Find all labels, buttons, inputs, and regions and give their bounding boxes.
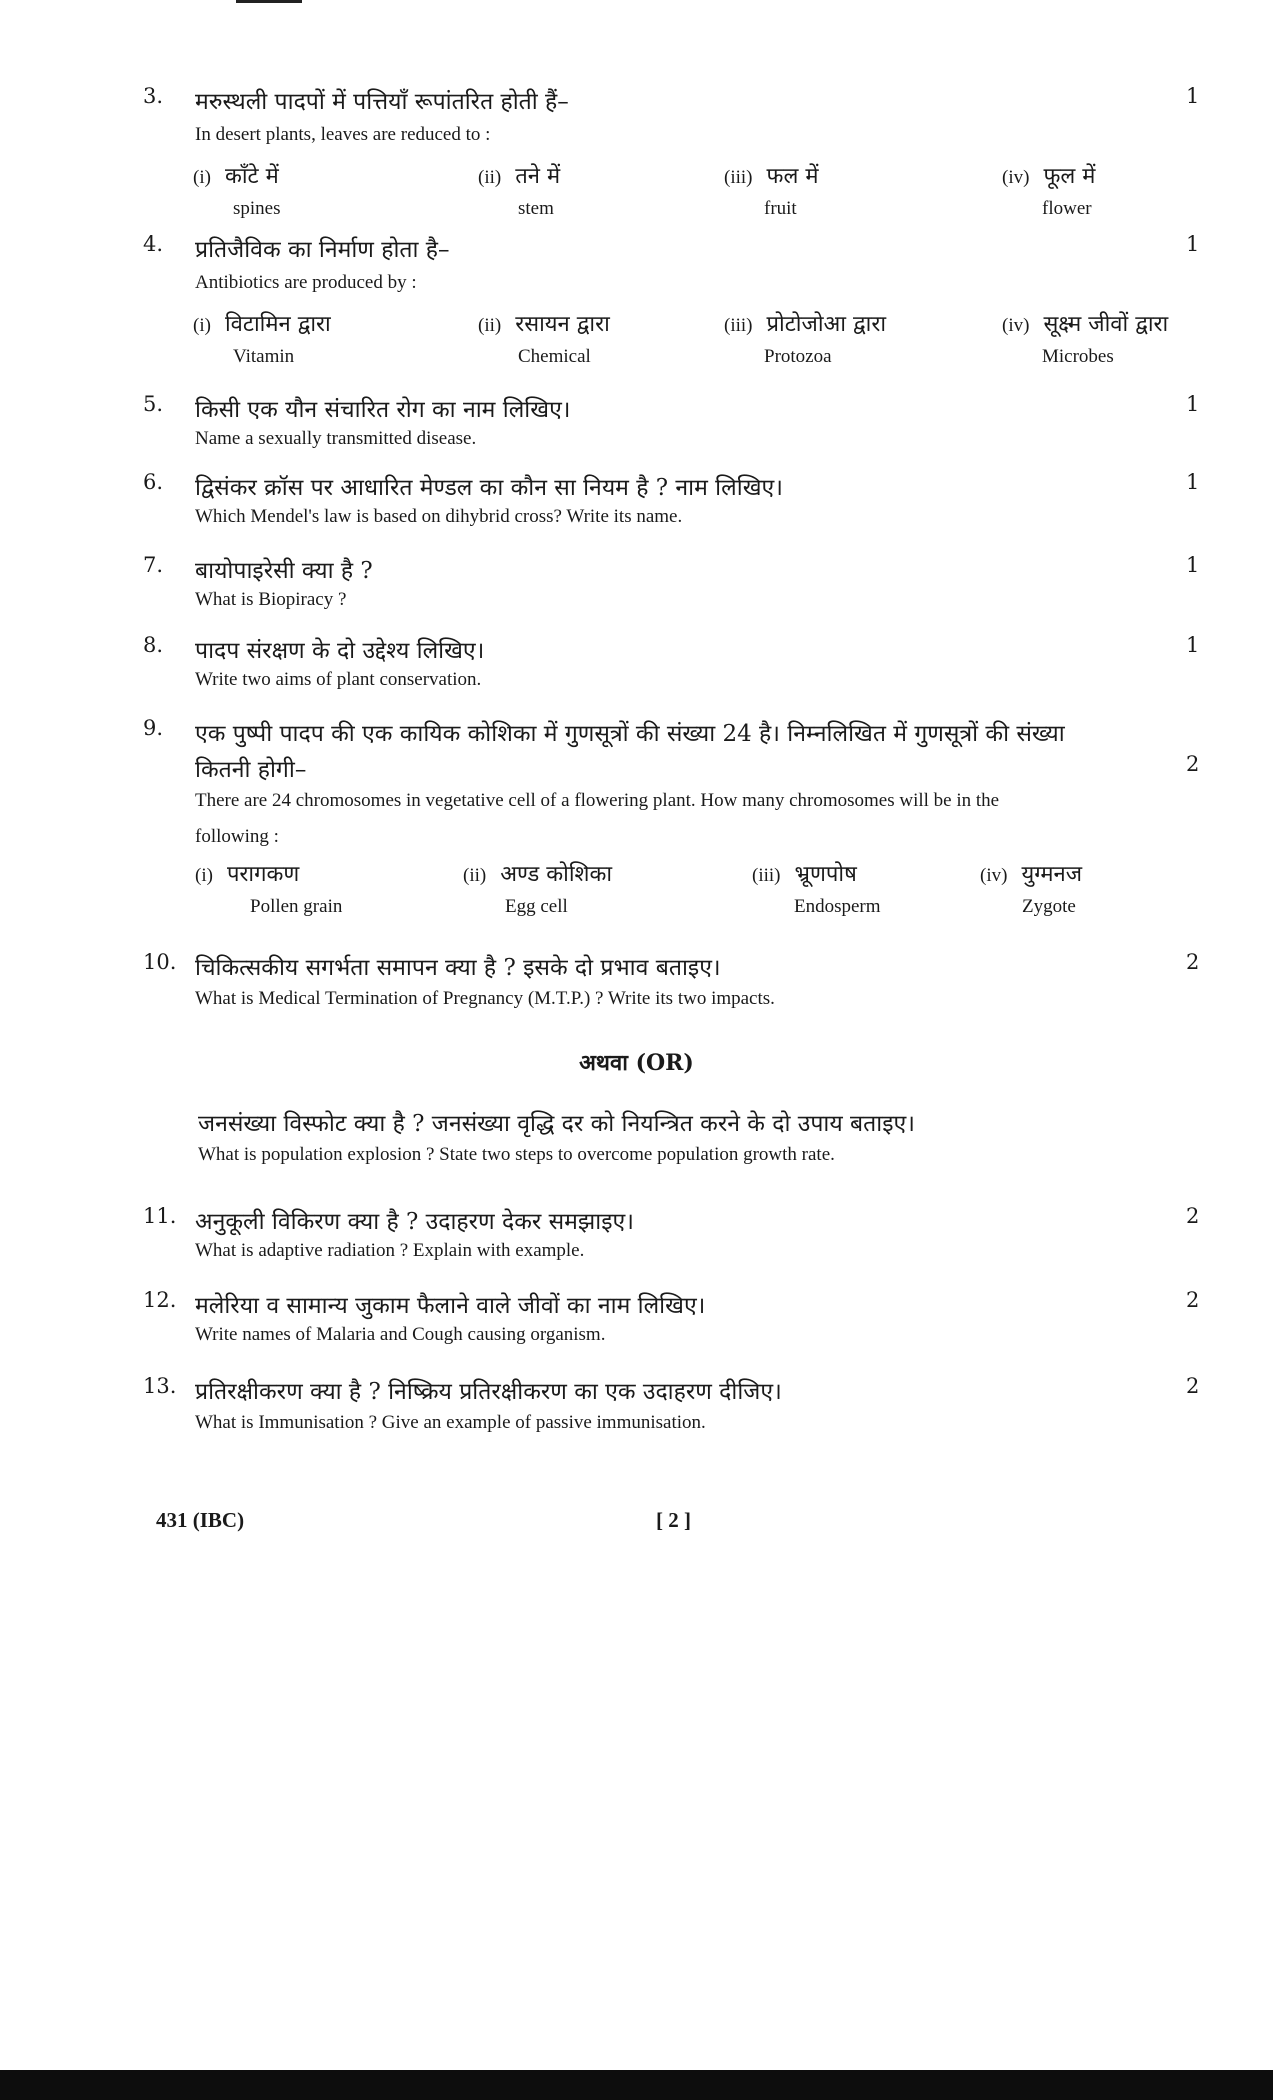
question-text-english: Which Mendel's law is based on dihybrid cross? Write its name.: [195, 506, 683, 527]
question-marks: 1: [1186, 392, 1200, 416]
question-number: 8.: [143, 633, 164, 657]
question-text-english: Write two aims of plant conservation.: [195, 669, 482, 690]
question-text-hindi: प्रतिजैविक का निर्माण होता है–: [195, 237, 450, 263]
scan-bottom-edge: [0, 2070, 1273, 2100]
question-text-english: Write names of Malaria and Cough causing organism.: [195, 1324, 606, 1345]
option-iv: (iv) युग्मनज Zygote: [980, 862, 1083, 917]
question-text-hindi: एक पुष्पी पादप की एक कायिक कोशिका में गुणसूत्रों की संख्या 24 है। निम्नलिखित में गुणसूत्रों की संख्या: [195, 721, 1065, 747]
question-text-english: What is population explosion ? State two steps to overcome population growth rate.: [198, 1144, 835, 1165]
question-number: 4.: [143, 232, 164, 256]
question-text-hindi: प्रतिरक्षीकरण क्या है ? निष्क्रिय प्रतिरक्षीकरण का एक उदाहरण दीजिए।: [195, 1379, 782, 1405]
question-text-hindi: बायोपाइरेसी क्या है ?: [195, 558, 373, 584]
option-iv: (iv) फूल में flower: [1002, 164, 1096, 219]
option-i: (i) परागकण Pollen grain: [195, 862, 343, 917]
option-i: (i) विटामिन द्वारा Vitamin: [193, 312, 331, 367]
option-iii: (iii) फल में fruit: [724, 164, 819, 219]
option-iii: (iii) भ्रूणपोष Endosperm: [752, 862, 881, 917]
question-text-english: In desert plants, leaves are reduced to :: [195, 124, 491, 145]
question-text-hindi-line2: कितनी होगी–: [195, 757, 307, 783]
question-text-hindi: जनसंख्या विस्फोट क्या है ? जनसंख्या वृद्धि दर को नियन्त्रित करने के दो उपाय बताइए।: [198, 1111, 915, 1137]
option-ii: (ii) रसायन द्वारा Chemical: [478, 312, 610, 367]
question-number: 3.: [143, 84, 164, 108]
question-text-hindi: अनुकूली विकिरण क्या है ? उदाहरण देकर समझाइए।: [195, 1209, 634, 1235]
question-marks: 2: [1186, 1204, 1200, 1228]
option-iv: (iv) सूक्ष्म जीवों द्वारा Microbes: [1002, 312, 1169, 367]
option-iii: (iii) प्रोटोजोआ द्वारा Protozoa: [724, 312, 887, 367]
question-text-english: What is Medical Termination of Pregnancy (M.T.P.) ? Write its two impacts.: [195, 988, 775, 1009]
question-number: 7.: [143, 553, 164, 577]
question-text-english: What is Immunisation ? Give an example of passive immunisation.: [195, 1412, 706, 1433]
question-text-hindi: पादप संरक्षण के दो उद्देश्य लिखिए।: [195, 638, 485, 664]
question-text-hindi: मरुस्थली पादपों में पत्तियाँ रूपांतरित होती हैं–: [195, 89, 569, 115]
question-number: 10.: [143, 950, 177, 974]
paper-code: 431 (IBC): [156, 1508, 245, 1532]
option-ii: (ii) तने में stem: [478, 164, 561, 219]
question-text-english: Antibiotics are produced by :: [195, 272, 417, 293]
or-heading: अथवा (OR): [579, 1050, 694, 1076]
question-number: 5.: [143, 392, 164, 416]
question-number: 6.: [143, 470, 164, 494]
question-text-english-line2: following :: [195, 826, 279, 847]
top-rule: [236, 0, 302, 3]
page-number: [ 2 ]: [656, 1508, 691, 1532]
question-number: 12.: [143, 1288, 177, 1312]
question-marks: 2: [1186, 1374, 1200, 1398]
question-number: 9.: [143, 716, 164, 740]
question-marks: 2: [1186, 950, 1200, 974]
question-number: 11.: [143, 1204, 177, 1228]
question-text-english: What is Biopiracy ?: [195, 589, 347, 610]
question-marks: 1: [1186, 232, 1200, 256]
question-marks: 1: [1186, 84, 1200, 108]
question-text-english: What is adaptive radiation ? Explain with example.: [195, 1240, 585, 1261]
question-text-hindi: द्विसंकर क्रॉस पर आधारित मेण्डल का कौन सा नियम है ? नाम लिखिए।: [195, 475, 783, 501]
option-ii: (ii) अण्ड कोशिका Egg cell: [463, 862, 613, 917]
question-text-hindi: चिकित्सकीय सगर्भता समापन क्या है ? इसके दो प्रभाव बताइए।: [195, 955, 721, 981]
question-text-english: There are 24 chromosomes in vegetative cell of a flowering plant. How many chromosomes will be in the: [195, 790, 1000, 811]
question-text-hindi: मलेरिया व सामान्य जुकाम फैलाने वाले जीवों का नाम लिखिए।: [195, 1293, 706, 1319]
question-marks: 1: [1186, 633, 1200, 657]
question-marks: 2: [1186, 752, 1200, 776]
question-number: 13.: [143, 1374, 177, 1398]
option-i: (i) काँटे में spines: [193, 164, 281, 219]
question-text-hindi: किसी एक यौन संचारित रोग का नाम लिखिए।: [195, 397, 571, 423]
question-marks: 1: [1186, 470, 1200, 494]
question-text-english: Name a sexually transmitted disease.: [195, 428, 477, 449]
question-marks: 2: [1186, 1288, 1200, 1312]
question-marks: 1: [1186, 553, 1200, 577]
